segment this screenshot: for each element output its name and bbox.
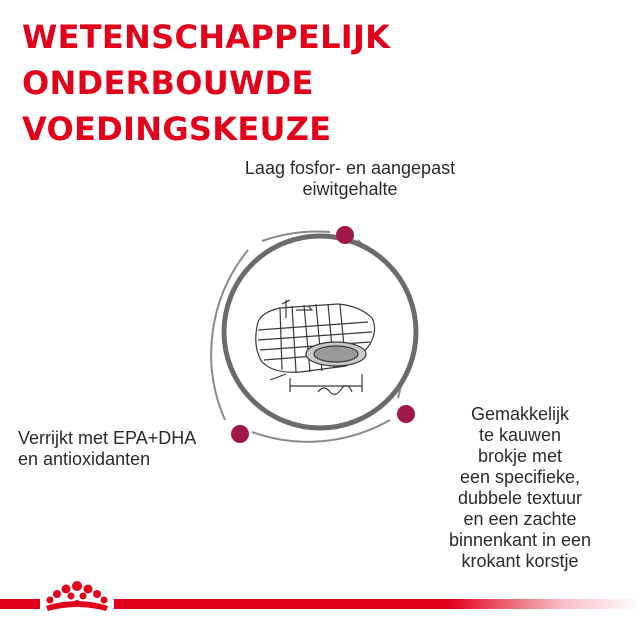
feature-kibble-line: en een zachte bbox=[463, 509, 577, 529]
feature-kibble-line: een specifieke, bbox=[459, 467, 581, 487]
dot-right bbox=[397, 405, 415, 423]
feature-kibble-line: dubbele textuur bbox=[457, 488, 583, 508]
crown-logo bbox=[40, 580, 114, 614]
feature-kibble-line: brokje met bbox=[477, 446, 563, 466]
crown-logo-icon bbox=[40, 580, 114, 614]
feature-epa-dha bbox=[18, 428, 238, 470]
feature-kibble-texture bbox=[425, 404, 615, 572]
feature-kibble-line: te kauwen bbox=[478, 425, 562, 445]
feature-kibble-line: krokant korstje bbox=[461, 551, 579, 571]
feature-phosphorus-line-1: Laag fosfor- en aangepast bbox=[244, 158, 456, 178]
feature-epa-dha-line-2: en antioxidanten bbox=[18, 449, 151, 469]
feature-phosphorus-line-2: eiwitgehalte bbox=[302, 179, 398, 199]
feature-epa-dha-line-1: Verrijkt met EPA+DHA bbox=[18, 428, 197, 448]
feature-kibble-line: Gemakkelijk bbox=[470, 404, 570, 424]
feature-kibble-line: binnenkant in een bbox=[448, 530, 592, 550]
feature-phosphorus bbox=[200, 158, 500, 200]
inner-circle bbox=[224, 236, 416, 428]
dot-top bbox=[336, 226, 354, 244]
title-line-1: WETENSCHAPPELIJK ONDERBOUWDE bbox=[22, 18, 391, 102]
title-line-2: VOEDINGSKEUZE bbox=[22, 110, 332, 148]
